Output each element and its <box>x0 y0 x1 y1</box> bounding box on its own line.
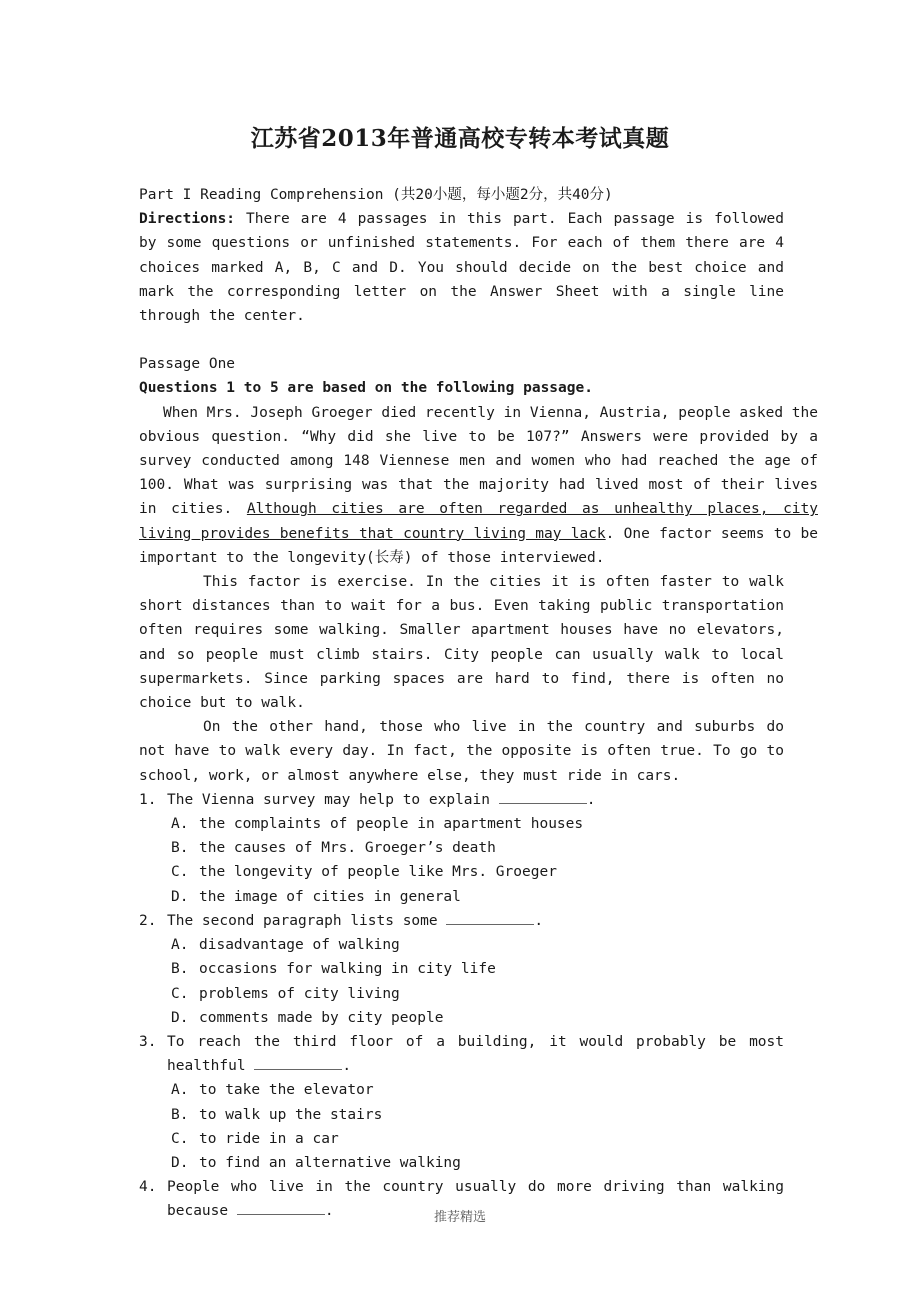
part-heading: Part I Reading Comprehension (共20小题，每小题2分，共40分) <box>139 187 613 203</box>
answer-blank <box>499 789 587 804</box>
option-1c: C. the longevity of people like Mrs. Groeger <box>171 864 557 881</box>
option-1a: A. the complaints of people in apartment houses <box>171 816 584 833</box>
option-3a: A. to take the elevator <box>171 1082 374 1099</box>
question-4: 4. People who live in the country usually do more driving than walking because . <box>139 1179 784 1220</box>
document-title: 江苏省2013年普通高校专转本考试真题 <box>250 125 670 152</box>
passage-paragraph-3: On the other hand, those who live in the country and suburbs do not have to walk every day. In fact, the opposite is often true. To go to school, work, or almost anywhere else, they must ride in cars. <box>139 719 784 784</box>
document-body <box>139 183 819 1224</box>
passage-intro: Questions 1 to 5 are based on the following passage. <box>139 380 593 397</box>
option-2d: D. comments made by city people <box>171 1009 444 1026</box>
question-list <box>139 788 784 1224</box>
option-2a: A. disadvantage of walking <box>171 937 400 954</box>
directions <box>139 207 784 328</box>
option-1b: B. the causes of Mrs. Groeger’s death <box>171 840 496 857</box>
directions-label: Directions: <box>139 211 236 228</box>
directions-text: There are 4 passages in this part. Each passage is followed by some questions or unfinished statements. For each of them there are 4 choices marked A, B, C and D. You should decide on the best choice and mark the corresponding letter on the Answer Sheet with a single line through the center. <box>139 211 784 325</box>
option-3b: B. to walk up the stairs <box>171 1106 383 1123</box>
option-1d: D. the image of cities in general <box>171 888 461 905</box>
option-3d: D. to find an alternative walking <box>171 1154 461 1171</box>
footer-text: 推荐精选 <box>433 1210 486 1225</box>
passage-label: Passage One <box>139 356 236 373</box>
option-2b: B. occasions for walking in city life <box>171 961 496 978</box>
answer-blank <box>254 1055 342 1070</box>
question-1: 1. The Vienna survey may help to explain . <box>139 788 784 812</box>
question-2: 2. The second paragraph lists some . <box>139 909 784 933</box>
answer-blank <box>446 910 534 925</box>
option-3c: C. to ride in a car <box>171 1130 339 1147</box>
passage-paragraph-1: When Mrs. Joseph Groeger died recently in Vienna, Austria, people asked the obvious question. “Why did she live to be 107?” Answers were provided by a survey conducted among 148 Viennese men and women who had reached the age of 100. What was surprising was that the majority had lived most of their lives in cities. Although cities are often regarded as unhealthy places, city living provides benefits that country living may lack. One factor seems to be important to the longevity(长寿) of those interviewed. <box>139 404 819 566</box>
passage-paragraph-2: This factor is exercise. In the cities it is often faster to walk short distances than to wait for a bus. Even taking public transportation often requires some walking. Smaller apartment houses have no elevators, and so people must climb stairs. City people can usually walk to local supermarkets. Since parking spaces are hard to find, there is often no choice but to walk. <box>139 574 784 712</box>
option-2c: C. problems of city living <box>171 985 400 1002</box>
question-3: 3. To reach the third floor of a building, it would probably be most healthful . <box>139 1033 784 1075</box>
underlined-sentence: Although cities are often regarded as unhealthy places, city living provides benefits that country living may lack <box>139 501 818 542</box>
